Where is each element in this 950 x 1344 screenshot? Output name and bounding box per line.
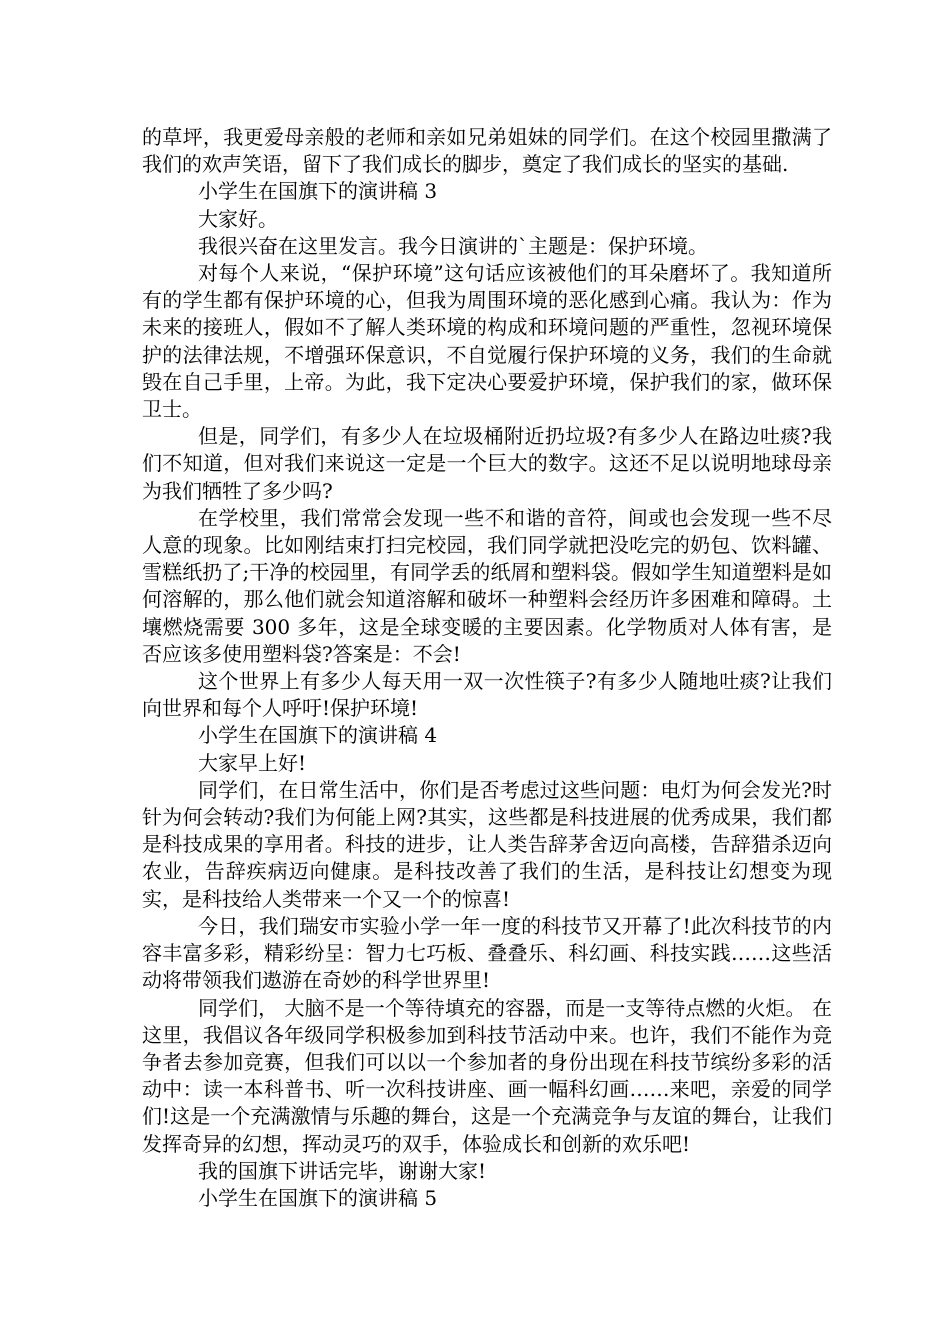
- paragraph: 在学校里，我们常常会发现一些不和谐的音符，间或也会发现一些不尽人意的现象。比如刚结束打扫完校园，我们同学就把没吃完的奶包、饮料罐、雪糕纸扔了;干净的校园里，有同学丢的纸屑和塑料袋。假如学生知道塑料是如何溶解的，那么他们就会知道溶解和破坏一种塑料会经历许多困难和障碍。土壤燃烧需要 300 多年，这是全球变暖的主要因素。化学物质对人体有害，是否应该多使用塑料袋?答案是：不会!: [142, 505, 832, 666]
- paragraph: 同学们，在日常生活中，你们是否考虑过这些问题：电灯为何会发光?时针为何会转动?我们为何能上网?其实，这些都是科技进展的优秀成果，我们都是科技成果的享用者。科技的进步，让人类告辞茅舍迈向高楼，告辞猎杀迈向农业，告辞疾病迈向健康。是科技改善了我们的生活，是科技让幻想变为现实，是科技给人类带来一个又一个的惊喜!: [142, 777, 832, 911]
- paragraph: 大家好。: [198, 206, 278, 231]
- paragraph: 我的国旗下讲话完毕，谢谢大家!: [198, 1158, 487, 1183]
- paragraph: 但是，同学们，有多少人在垃圾桶附近扔垃圾?有多少人在路边吐痰?我们不知道，但对我们来说这一定是一个巨大的数字。这还不足以说明地球母亲为我们牺牲了多少吗?: [142, 424, 832, 503]
- paragraph: 大家早上好!: [198, 750, 307, 775]
- section-heading: 小学生在国旗下的演讲稿 4: [198, 723, 438, 748]
- document-body: [142, 124, 832, 1212]
- paragraph: 同学们， 大脑不是一个等待填充的容器，而是一支等待点燃的火炬。 在这里，我倡议各年级同学积极参加到科技节活动中来。也许，我们不能作为竞争者去参加竞赛，但我们可以以一个参加者的身份出现在科技节缤纷多彩的活动中：读一本科普书、听一次科技讲座、画一幅科幻画……来吧，亲爱的同学们!这是一个充满激情与乐趣的舞台，这是一个充满竞争与友谊的舞台，让我们发挥奇异的幻想，挥动灵巧的双手，体验成长和创新的欢乐吧!: [142, 995, 832, 1156]
- paragraph: 我很兴奋在这里发言。我今日演讲的`主题是：保护环境。: [198, 233, 708, 258]
- paragraph: 今日，我们瑞安市实验小学一年一度的科技节又开幕了!此次科技节的内容丰富多彩，精彩纷呈：智力七巧板、叠叠乐、科幻画、科技实践……这些活动将带领我们遨游在奇妙的科学世界里!: [142, 913, 832, 993]
- paragraph: 这个世界上有多少人每天用一双一次性筷子?有多少人随地吐痰?让我们向世界和每个人呼吁!保护环境!: [142, 669, 832, 721]
- section-heading: 小学生在国旗下的演讲稿 5: [198, 1185, 438, 1210]
- paragraph-continuation: 的草坪，我更爱母亲般的老师和亲如兄弟姐妹的同学们。在这个校园里撒满了我们的欢声笑语，留下了我们成长的脚步，奠定了我们成长的坚实的基础.: [142, 125, 832, 177]
- paragraph: 对每个人来说，“保护环境”这句话应该被他们的耳朵磨坏了。我知道所有的学生都有保护环境的心，但我为周围环境的恶化感到心痛。我认为：作为未来的接班人，假如不了解人类环境的构成和环境问题的严重性，忽视环境保护的法律法规，不增强环保意识，不自觉履行保护环境的义务，我们的生命就毁在自己手里，上帝。为此，我下定决心要爱护环境，保护我们的家，做环保卫士。: [142, 261, 832, 422]
- section-heading: 小学生在国旗下的演讲稿 3: [198, 179, 438, 204]
